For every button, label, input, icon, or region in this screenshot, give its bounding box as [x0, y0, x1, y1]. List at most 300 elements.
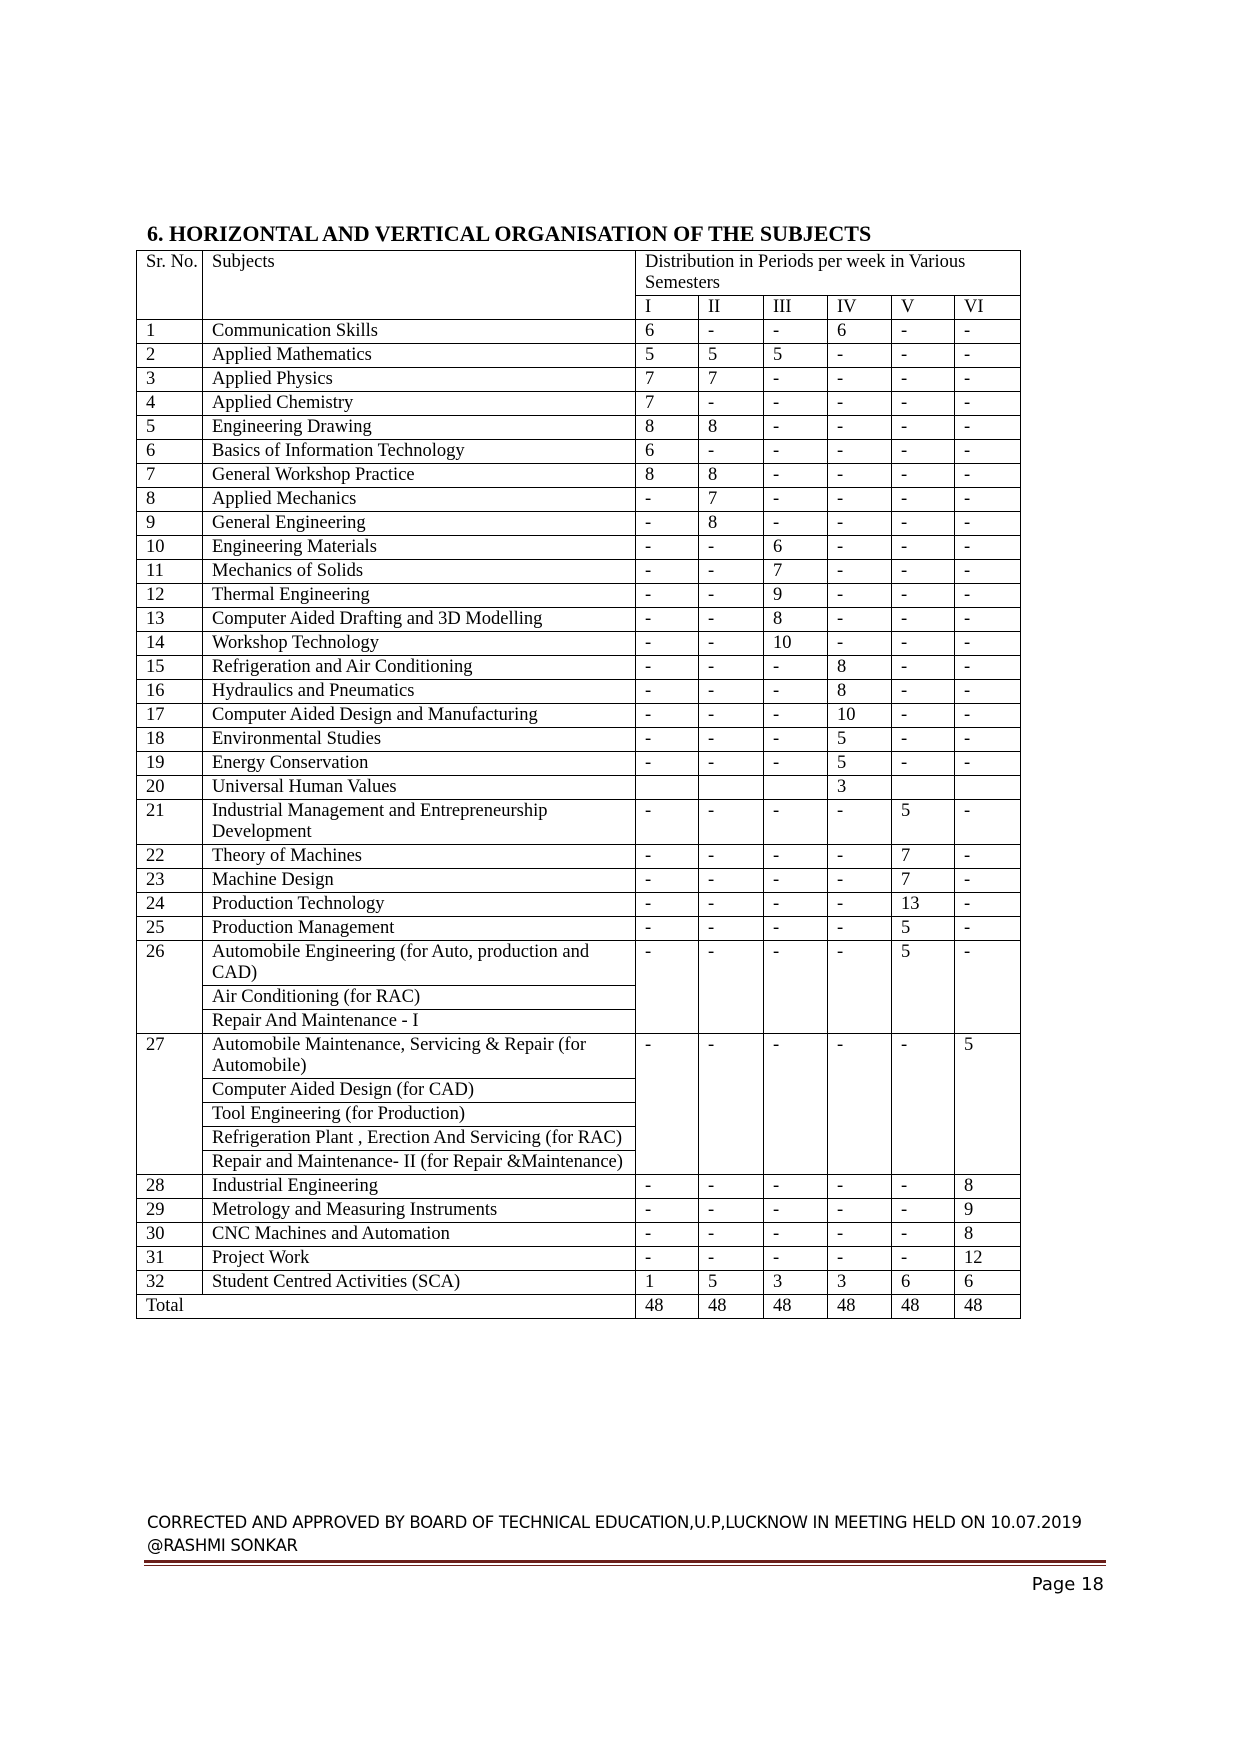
- periods-cell: -: [955, 917, 1021, 941]
- subject-cell: Industrial Management and Entrepreneurship Development: [203, 800, 636, 845]
- semester-header: VI: [955, 296, 1021, 320]
- periods-cell: -: [764, 941, 828, 1034]
- total-value: 48: [636, 1295, 699, 1319]
- sr-no-header: Sr. No.: [137, 251, 203, 320]
- periods-cell: -: [764, 656, 828, 680]
- periods-cell: 8: [636, 464, 699, 488]
- semester-header: III: [764, 296, 828, 320]
- periods-cell: -: [699, 392, 764, 416]
- periods-cell: -: [892, 440, 955, 464]
- subject-cell: Workshop Technology: [203, 632, 636, 656]
- sr-no-cell: 14: [137, 632, 203, 656]
- periods-cell: -: [764, 416, 828, 440]
- periods-cell: -: [699, 752, 764, 776]
- periods-cell: 8: [764, 608, 828, 632]
- subject-cell: Student Centred Activities (SCA): [203, 1271, 636, 1295]
- periods-cell: 5: [699, 1271, 764, 1295]
- periods-cell: -: [892, 680, 955, 704]
- periods-cell: -: [636, 704, 699, 728]
- periods-cell: -: [955, 656, 1021, 680]
- periods-cell: 5: [764, 344, 828, 368]
- periods-cell: 8: [699, 512, 764, 536]
- table-row: [137, 536, 1021, 560]
- periods-cell: -: [699, 800, 764, 845]
- table-row: [137, 440, 1021, 464]
- table-row: [137, 632, 1021, 656]
- semester-header: II: [699, 296, 764, 320]
- sr-no-cell: 9: [137, 512, 203, 536]
- periods-cell: -: [955, 845, 1021, 869]
- periods-cell: -: [892, 1223, 955, 1247]
- table-row: [137, 464, 1021, 488]
- periods-cell: -: [699, 656, 764, 680]
- subject-cell: General Engineering: [203, 512, 636, 536]
- subject-cell: Machine Design: [203, 869, 636, 893]
- periods-cell: -: [828, 800, 892, 845]
- subject-cell: Refrigeration and Air Conditioning: [203, 656, 636, 680]
- sr-no-cell: 32: [137, 1271, 203, 1295]
- table-row: [137, 917, 1021, 941]
- periods-cell: 5: [892, 917, 955, 941]
- periods-cell: 6: [636, 440, 699, 464]
- periods-cell: -: [892, 752, 955, 776]
- periods-cell: -: [636, 608, 699, 632]
- periods-cell: -: [955, 440, 1021, 464]
- sr-no-cell: 23: [137, 869, 203, 893]
- sr-no-cell: 5: [137, 416, 203, 440]
- subject-option: Repair And Maintenance - I: [203, 1009, 635, 1033]
- periods-cell: -: [699, 728, 764, 752]
- periods-cell: -: [892, 1247, 955, 1271]
- total-value: 48: [699, 1295, 764, 1319]
- periods-cell: -: [892, 464, 955, 488]
- table-row: [137, 728, 1021, 752]
- periods-cell: -: [699, 536, 764, 560]
- periods-cell: -: [636, 869, 699, 893]
- periods-cell: -: [699, 845, 764, 869]
- periods-cell: 6: [828, 320, 892, 344]
- periods-cell: -: [955, 560, 1021, 584]
- periods-cell: -: [828, 392, 892, 416]
- subject-cell: Project Work: [203, 1247, 636, 1271]
- approval-footer: CORRECTED AND APPROVED BY BOARD OF TECHNICAL EDUCATION,U.P,LUCKNOW IN MEETING HELD ON 10.07.2019 @RASHMI SONKAR: [147, 1513, 1082, 1555]
- sr-no-cell: 4: [137, 392, 203, 416]
- periods-cell: -: [955, 752, 1021, 776]
- periods-cell: -: [955, 728, 1021, 752]
- periods-cell: [892, 776, 955, 800]
- periods-cell: 8: [828, 656, 892, 680]
- periods-cell: -: [764, 368, 828, 392]
- periods-cell: -: [636, 488, 699, 512]
- table-row: [137, 680, 1021, 704]
- periods-cell: -: [892, 728, 955, 752]
- subject-cell: Engineering Materials: [203, 536, 636, 560]
- table-row: [137, 1223, 1021, 1247]
- subject-cell: Applied Chemistry: [203, 392, 636, 416]
- periods-cell: 5: [955, 1034, 1021, 1175]
- periods-cell: 5: [828, 752, 892, 776]
- subject-cell: Theory of Machines: [203, 845, 636, 869]
- periods-cell: -: [892, 536, 955, 560]
- table-row: [137, 1271, 1021, 1295]
- sr-no-cell: 29: [137, 1199, 203, 1223]
- periods-cell: -: [764, 893, 828, 917]
- periods-cell: -: [828, 1223, 892, 1247]
- semester-header: I: [636, 296, 699, 320]
- sr-no-cell: 6: [137, 440, 203, 464]
- periods-cell: -: [892, 656, 955, 680]
- periods-cell: -: [636, 560, 699, 584]
- periods-cell: -: [699, 1247, 764, 1271]
- table-header-row: [137, 251, 1021, 296]
- periods-cell: -: [892, 704, 955, 728]
- periods-cell: -: [764, 320, 828, 344]
- periods-cell: -: [636, 1175, 699, 1199]
- subject-cell: CNC Machines and Automation: [203, 1223, 636, 1247]
- subject-cell: General Workshop Practice: [203, 464, 636, 488]
- periods-cell: -: [636, 656, 699, 680]
- periods-cell: -: [892, 368, 955, 392]
- periods-cell: 12: [955, 1247, 1021, 1271]
- periods-cell: -: [699, 632, 764, 656]
- sr-no-cell: 13: [137, 608, 203, 632]
- periods-cell: -: [955, 632, 1021, 656]
- periods-cell: 7: [764, 560, 828, 584]
- periods-cell: -: [892, 584, 955, 608]
- total-value: 48: [764, 1295, 828, 1319]
- table-row: [137, 752, 1021, 776]
- periods-cell: 7: [636, 392, 699, 416]
- periods-cell: -: [699, 680, 764, 704]
- periods-cell: 3: [828, 1271, 892, 1295]
- subject-cell: Industrial Engineering: [203, 1175, 636, 1199]
- periods-cell: 6: [764, 536, 828, 560]
- periods-cell: 10: [764, 632, 828, 656]
- subject-cell: Applied Mathematics: [203, 344, 636, 368]
- table-row: [137, 941, 1021, 1034]
- periods-cell: 7: [699, 488, 764, 512]
- periods-cell: -: [955, 368, 1021, 392]
- sr-no-cell: 26: [137, 941, 203, 1034]
- periods-cell: -: [955, 392, 1021, 416]
- subject-cell: Hydraulics and Pneumatics: [203, 680, 636, 704]
- table-row: [137, 512, 1021, 536]
- periods-cell: -: [699, 560, 764, 584]
- subject-cell: Mechanics of Solids: [203, 560, 636, 584]
- semester-header: V: [892, 296, 955, 320]
- sr-no-cell: 22: [137, 845, 203, 869]
- periods-cell: -: [892, 1175, 955, 1199]
- periods-cell: 8: [699, 464, 764, 488]
- periods-cell: -: [764, 728, 828, 752]
- periods-cell: -: [828, 845, 892, 869]
- periods-cell: -: [699, 584, 764, 608]
- periods-cell: -: [699, 941, 764, 1034]
- periods-cell: -: [955, 893, 1021, 917]
- periods-cell: -: [764, 800, 828, 845]
- subject-cell: [203, 1034, 636, 1175]
- sr-no-cell: 18: [137, 728, 203, 752]
- periods-cell: -: [764, 392, 828, 416]
- periods-cell: -: [636, 752, 699, 776]
- periods-cell: 8: [955, 1223, 1021, 1247]
- periods-cell: -: [828, 512, 892, 536]
- periods-cell: -: [828, 440, 892, 464]
- subjects-header: Subjects: [203, 251, 636, 320]
- periods-cell: -: [764, 512, 828, 536]
- periods-cell: -: [699, 869, 764, 893]
- periods-cell: -: [636, 632, 699, 656]
- table-row: [137, 1247, 1021, 1271]
- periods-cell: 5: [828, 728, 892, 752]
- periods-cell: -: [828, 893, 892, 917]
- periods-cell: 6: [955, 1271, 1021, 1295]
- periods-cell: -: [764, 680, 828, 704]
- periods-cell: 5: [892, 941, 955, 1034]
- total-value: 48: [892, 1295, 955, 1319]
- periods-cell: -: [699, 1199, 764, 1223]
- sr-no-cell: 24: [137, 893, 203, 917]
- periods-cell: -: [764, 1034, 828, 1175]
- periods-cell: -: [636, 536, 699, 560]
- periods-cell: -: [955, 464, 1021, 488]
- periods-cell: -: [636, 1034, 699, 1175]
- sr-no-cell: 7: [137, 464, 203, 488]
- periods-cell: -: [828, 1034, 892, 1175]
- sr-no-cell: 11: [137, 560, 203, 584]
- table-row: [137, 845, 1021, 869]
- footer-rule-thin: [144, 1565, 1106, 1566]
- subject-cell: Computer Aided Drafting and 3D Modelling: [203, 608, 636, 632]
- periods-cell: -: [955, 344, 1021, 368]
- periods-cell: -: [828, 464, 892, 488]
- periods-cell: 3: [828, 776, 892, 800]
- periods-cell: -: [892, 344, 955, 368]
- table-row: [137, 584, 1021, 608]
- subject-option: Tool Engineering (for Production): [203, 1102, 635, 1126]
- table-row: [137, 320, 1021, 344]
- sr-no-cell: 2: [137, 344, 203, 368]
- periods-cell: -: [955, 680, 1021, 704]
- sr-no-cell: 25: [137, 917, 203, 941]
- periods-cell: -: [828, 488, 892, 512]
- subject-cell: Production Technology: [203, 893, 636, 917]
- periods-cell: -: [892, 488, 955, 512]
- sr-no-cell: 12: [137, 584, 203, 608]
- periods-cell: -: [636, 728, 699, 752]
- periods-cell: 7: [636, 368, 699, 392]
- periods-cell: -: [764, 1175, 828, 1199]
- table-row: [137, 560, 1021, 584]
- periods-cell: -: [892, 1034, 955, 1175]
- periods-cell: -: [764, 464, 828, 488]
- periods-cell: -: [764, 1199, 828, 1223]
- periods-cell: -: [699, 440, 764, 464]
- sr-no-cell: 27: [137, 1034, 203, 1175]
- periods-cell: -: [828, 536, 892, 560]
- subject-cell: [203, 941, 636, 1034]
- periods-cell: 13: [892, 893, 955, 917]
- table-row: [137, 893, 1021, 917]
- total-value: 48: [955, 1295, 1021, 1319]
- periods-cell: [699, 776, 764, 800]
- periods-cell: -: [955, 800, 1021, 845]
- table-row: [137, 800, 1021, 845]
- periods-cell: -: [699, 1175, 764, 1199]
- sr-no-cell: 3: [137, 368, 203, 392]
- periods-cell: -: [764, 1247, 828, 1271]
- periods-cell: [636, 776, 699, 800]
- periods-cell: [955, 776, 1021, 800]
- periods-cell: -: [955, 608, 1021, 632]
- periods-cell: -: [892, 1199, 955, 1223]
- periods-cell: -: [636, 941, 699, 1034]
- table-row: [137, 344, 1021, 368]
- periods-cell: 8: [636, 416, 699, 440]
- subject-cell: Communication Skills: [203, 320, 636, 344]
- total-value: 48: [828, 1295, 892, 1319]
- periods-cell: 6: [636, 320, 699, 344]
- sr-no-cell: 30: [137, 1223, 203, 1247]
- periods-cell: -: [764, 1223, 828, 1247]
- page-number: Page 18: [1031, 1574, 1104, 1595]
- periods-cell: -: [699, 608, 764, 632]
- periods-cell: -: [828, 1247, 892, 1271]
- periods-cell: -: [892, 632, 955, 656]
- subject-option: Refrigeration Plant , Erection And Servicing (for RAC): [203, 1126, 635, 1150]
- periods-cell: -: [636, 800, 699, 845]
- periods-cell: 5: [699, 344, 764, 368]
- subject-cell: Applied Physics: [203, 368, 636, 392]
- periods-cell: 5: [892, 800, 955, 845]
- periods-cell: -: [828, 368, 892, 392]
- periods-cell: -: [636, 917, 699, 941]
- sr-no-cell: 15: [137, 656, 203, 680]
- periods-cell: -: [699, 320, 764, 344]
- periods-cell: -: [699, 704, 764, 728]
- periods-cell: -: [828, 608, 892, 632]
- sr-no-cell: 1: [137, 320, 203, 344]
- periods-cell: 7: [699, 368, 764, 392]
- table-row: [137, 392, 1021, 416]
- periods-cell: [764, 776, 828, 800]
- subject-cell: Applied Mechanics: [203, 488, 636, 512]
- footer-rule: [144, 1560, 1106, 1563]
- table-row: [137, 1175, 1021, 1199]
- subject-cell: Environmental Studies: [203, 728, 636, 752]
- periods-cell: 1: [636, 1271, 699, 1295]
- periods-cell: -: [828, 560, 892, 584]
- periods-cell: -: [892, 560, 955, 584]
- table-row: [137, 869, 1021, 893]
- table-row: [137, 776, 1021, 800]
- periods-cell: -: [828, 941, 892, 1034]
- sr-no-cell: 8: [137, 488, 203, 512]
- periods-cell: -: [828, 1175, 892, 1199]
- subject-option: Repair and Maintenance- II (for Repair &Maintenance): [203, 1150, 635, 1174]
- periods-cell: -: [699, 917, 764, 941]
- periods-cell: -: [764, 440, 828, 464]
- semester-header: IV: [828, 296, 892, 320]
- periods-cell: 6: [892, 1271, 955, 1295]
- periods-cell: -: [699, 1034, 764, 1175]
- periods-cell: -: [764, 845, 828, 869]
- subject-option: Computer Aided Design (for CAD): [203, 1078, 635, 1102]
- subject-cell: Energy Conservation: [203, 752, 636, 776]
- sr-no-cell: 20: [137, 776, 203, 800]
- periods-cell: -: [955, 512, 1021, 536]
- subject-cell: Engineering Drawing: [203, 416, 636, 440]
- periods-cell: -: [892, 392, 955, 416]
- periods-cell: -: [636, 845, 699, 869]
- sr-no-cell: 16: [137, 680, 203, 704]
- subject-distribution-table: [136, 250, 1021, 1319]
- periods-cell: -: [636, 893, 699, 917]
- periods-cell: -: [764, 752, 828, 776]
- subject-cell: Computer Aided Design and Manufacturing: [203, 704, 636, 728]
- periods-cell: -: [892, 608, 955, 632]
- table-body: [137, 320, 1021, 1295]
- periods-cell: -: [828, 416, 892, 440]
- periods-cell: -: [636, 1199, 699, 1223]
- periods-cell: -: [636, 1223, 699, 1247]
- subject-cell: Thermal Engineering: [203, 584, 636, 608]
- periods-cell: 5: [636, 344, 699, 368]
- subject-cell: Universal Human Values: [203, 776, 636, 800]
- subject-option: Automobile Engineering (for Auto, production and CAD): [212, 942, 590, 983]
- periods-cell: 8: [828, 680, 892, 704]
- sr-no-cell: 31: [137, 1247, 203, 1271]
- subject-cell: Metrology and Measuring Instruments: [203, 1199, 636, 1223]
- table-row: [137, 416, 1021, 440]
- periods-cell: -: [764, 869, 828, 893]
- periods-cell: -: [955, 941, 1021, 1034]
- periods-cell: 9: [764, 584, 828, 608]
- periods-cell: 7: [892, 845, 955, 869]
- periods-cell: -: [636, 1247, 699, 1271]
- table-row: [137, 488, 1021, 512]
- subject-cell: Basics of Information Technology: [203, 440, 636, 464]
- periods-cell: -: [892, 320, 955, 344]
- periods-cell: 8: [699, 416, 764, 440]
- periods-cell: -: [764, 917, 828, 941]
- subject-option: Air Conditioning (for RAC): [203, 985, 635, 1009]
- table-row: [137, 608, 1021, 632]
- periods-cell: -: [699, 1223, 764, 1247]
- periods-cell: 3: [764, 1271, 828, 1295]
- periods-cell: 9: [955, 1199, 1021, 1223]
- periods-cell: -: [828, 917, 892, 941]
- periods-cell: -: [828, 1199, 892, 1223]
- table-row: [137, 656, 1021, 680]
- sr-no-cell: 28: [137, 1175, 203, 1199]
- periods-cell: -: [955, 416, 1021, 440]
- sr-no-cell: 19: [137, 752, 203, 776]
- periods-cell: -: [699, 893, 764, 917]
- periods-cell: -: [828, 584, 892, 608]
- sr-no-cell: 21: [137, 800, 203, 845]
- periods-cell: -: [636, 512, 699, 536]
- periods-cell: -: [955, 584, 1021, 608]
- periods-cell: -: [764, 704, 828, 728]
- periods-cell: -: [955, 320, 1021, 344]
- periods-cell: 8: [955, 1175, 1021, 1199]
- periods-cell: 10: [828, 704, 892, 728]
- table-row: [137, 1199, 1021, 1223]
- periods-cell: -: [828, 869, 892, 893]
- periods-cell: -: [955, 869, 1021, 893]
- distribution-header: Distribution in Periods per week in Various Semesters: [636, 251, 1021, 296]
